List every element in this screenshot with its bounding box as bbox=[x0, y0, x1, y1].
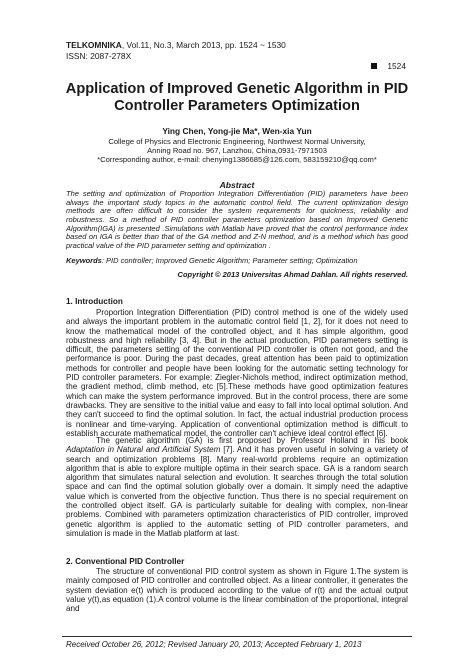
book-title: Adaptation in Natural and Artificial System bbox=[66, 445, 221, 455]
affiliation-line-2: Anning Road no. 967, Lanzhou, China,0931-7971503 bbox=[147, 146, 327, 156]
journal-name: TELKOMNIKA bbox=[66, 40, 122, 50]
page-number: 1524 bbox=[387, 61, 406, 71]
section-2-heading: 2. Conventional PID Controller bbox=[66, 557, 185, 566]
intro-paragraph-1: Proportion Integration Differentiation (PID) control method is one of the widely used and always the important problem in the automatic control field [1, 2], for it does not need to know the mathematical model of the controlled object, and it has simple algorithm, good robustness and high reliability [3, 4]. But in the actual production, PID parameters setting is difficult, the parameters setting of the conventional PID controller is often not good, and the performance is poor. During the past decades, great attention has been paid to optimization methods for controller and people have been looking for the automatic setting technology for PID controller parameters. For example: Ziegler-Nichols method, indirect optimization method, the gradient method, climb method, etc [5].These methods have good optimization features which can make the system performance improved. But in the control process, there are some drawbacks. They are sensitive to the initial value and easy to fall into local optimal solution. And they can't succeed to find the optimal solution. In fact, the actual industrial production process is nonlinear and time-varying. Application of conventional optimization method is difficult to establish accurate mathematical model, the controller can't achieve ideal control effect [6]. bbox=[66, 308, 408, 438]
received-dates: Received October 26, 2012; Revised January 20, 2013; Accepted February 1, 2013 bbox=[66, 640, 362, 649]
keywords bbox=[66, 256, 408, 265]
keywords-list: : PID controller; Improved Genetic Algorithm; Parameter setting; Optimization bbox=[101, 256, 358, 265]
journal-header bbox=[66, 40, 286, 62]
section-2-paragraph: The structure of conventional PID control system as shown in Figure 1.The system is mainly composed of PID controller and controlled object. As a linear controller, it generates the system deviation e(t) which is produced according to the value of r(t) and the actual output value y(t),as equation (1).A control volume is the linear combination of the proportional, integral and bbox=[66, 567, 408, 614]
journal-issn: ISSN: 2087-278X bbox=[66, 51, 132, 61]
title-line-2: Controller Parameters Optimization bbox=[114, 98, 360, 114]
intro-paragraph-2 bbox=[66, 436, 408, 538]
square-bullet-icon bbox=[371, 63, 377, 69]
intro-paragraph-2-start: The genetic algorithm (GA) is first proposed by Professor Holland in his book bbox=[96, 436, 408, 445]
footer-divider bbox=[62, 636, 412, 637]
copyright-notice: Copyright © 2013 Universitas Ahmad Dahlan. All rights reserved. bbox=[177, 270, 408, 279]
page-number-block bbox=[371, 61, 406, 71]
affiliation-line-1: College of Physics and Electronic Engineering, Northwest Normal University, bbox=[108, 137, 366, 146]
abstract-heading: Abstract bbox=[219, 180, 255, 190]
authors: Ying Chen, Yong-jie Ma*, Wen-xia Yun bbox=[162, 126, 312, 136]
affiliation-email: *Corresponding author, e-mail: chenying1386685@126.com, 583159210@qq.com* bbox=[97, 155, 377, 165]
journal-citation bbox=[66, 40, 286, 51]
journal-volume: , Vol.11, No.3, March 2013, pp. 1524 ~ 1530 bbox=[121, 40, 286, 50]
title-line-1: Application of Improved Genetic Algorithm in PID bbox=[65, 81, 409, 97]
keywords-label: Keywords bbox=[66, 256, 102, 265]
abstract-text: The setting and optimization of Proportion Integration Differentiation (PID) parameters have been always the important study topics in the automatic control field. The current optimization design methods are often difficult to consider the system requirements for quickness, reliability and robustness. So a method of PID controller parameters optimization based on Improved Genetic Algorithm(IGA) is presented .Simulations with Matlab have proved that the control performance index based on IGA is better than that of the GA method and Z-N method, and is a method which has good practical value of the PID parameter setting and optimization . bbox=[66, 189, 408, 250]
section-1-heading: 1. Introduction bbox=[66, 297, 123, 306]
intro-paragraph-2-rest: [7]. And it has proven useful in solving a variety of search and optimization problems [8]. Many real-world problems require an optimization algorithm that is able to explore multiple optima in their search space. GA is a random search algorithm that simulates natural selection and evolution. It searches through the total solution space and can find the optimal solution globally over a domain. It simply need the adaptive value which is converted from the objective function. Thus there is no special requirement on the controlled object itself. GA is particularly suitable for dealing with complex, non-linear problems. Combined with parameters optimization characteristics of PID controller, improved genetic algorithm is applied to the automatic setting of PID controller parameters, and simulation is made in the Matlab platform at last. bbox=[66, 445, 409, 538]
paper-title bbox=[40, 81, 434, 115]
affiliation bbox=[40, 137, 434, 165]
